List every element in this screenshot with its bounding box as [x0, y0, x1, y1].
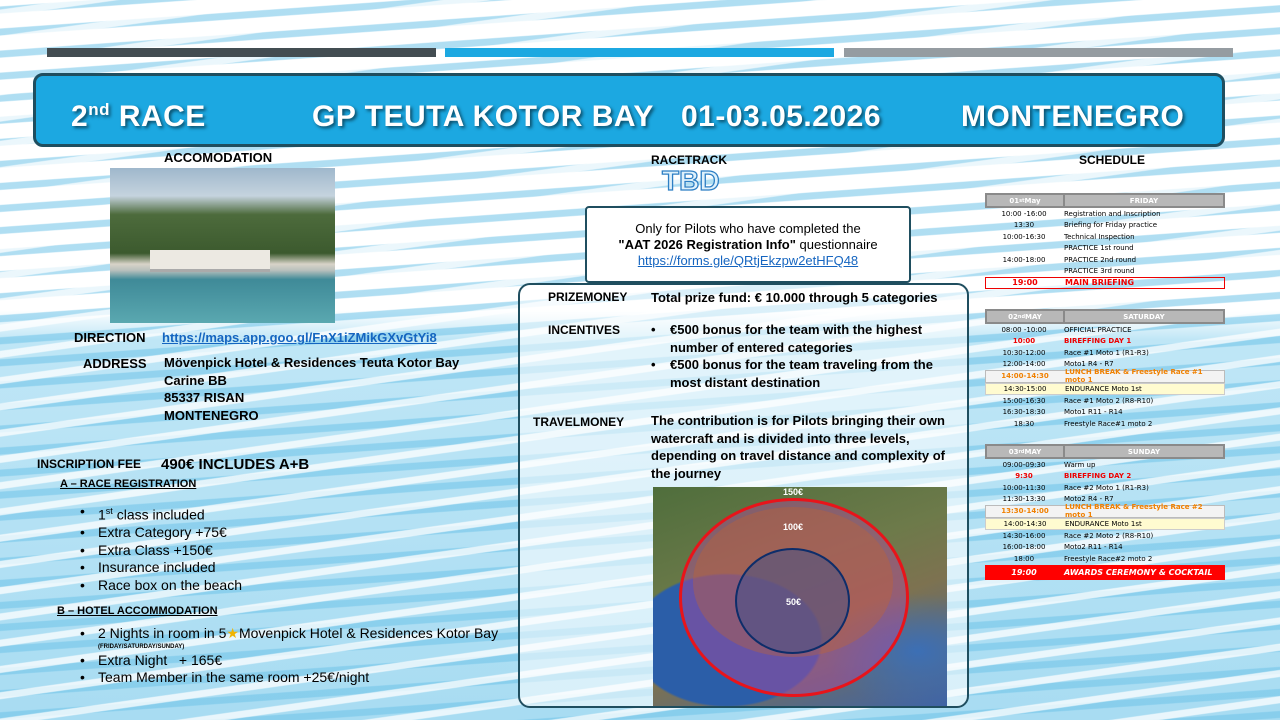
schedule-day-header: 01 st May FRIDAY [985, 193, 1225, 208]
event-dates: 01-03.05.2026 [681, 100, 882, 133]
title-banner [33, 73, 1225, 147]
hotel-list [80, 625, 520, 687]
event-country: MONTENEGRO [961, 100, 1185, 133]
schedule-time: 14:00-14:30 [1001, 372, 1049, 381]
map-label-100: 100€ [783, 522, 804, 532]
address-line: Mövenpick Hotel & Residences Teuta Kotor Bay [164, 355, 460, 370]
schedule-time: 10:00 -16:00 [1001, 209, 1047, 218]
schedule-event: Moto1 R11 - R14 [1064, 408, 1123, 417]
schedule-time: 11:30-13:30 [1002, 495, 1046, 504]
schedule-row [985, 324, 1225, 336]
race-registration-list [80, 503, 242, 594]
schedule-row [985, 565, 1225, 580]
schedule-time: 13:30-14:00 [1001, 507, 1049, 516]
schedule-row [985, 347, 1225, 359]
schedule-event: LUNCH BREAK & Freestyle Race #1 moto 1 [1065, 368, 1203, 385]
prize-text: Total prize fund: € 10.000 through 5 categories [651, 290, 938, 305]
schedule-row [985, 553, 1225, 565]
map-label-150: 150€ [783, 487, 804, 497]
schedule-day-header: 03 rd MAY SUNDAY [985, 444, 1225, 459]
incentives-label: INCENTIVES [548, 323, 621, 337]
schedule-time: 10:00-11:30 [1002, 483, 1046, 492]
prize-label: PRIZEMONEY [548, 290, 628, 304]
schedule-row [985, 370, 1225, 383]
list-item: • Insurance included [80, 559, 242, 577]
schedule-event: Briefing for Friday practice [1064, 221, 1158, 230]
schedule-row [985, 277, 1225, 289]
address-line: Carine BB [164, 372, 227, 388]
address-block [164, 354, 459, 424]
schedule-row [985, 518, 1225, 531]
schedule-row [985, 383, 1225, 396]
schedule-event: Race #1 Moto 1 (R1-R3) [1064, 348, 1149, 357]
schedule-event: Race #2 Moto 2 (R8-R10) [1064, 531, 1154, 540]
schedule-event: LUNCH BREAK & Freestyle Race #2 moto 1 [1065, 503, 1203, 520]
race-number: 2nd RACE [71, 100, 206, 133]
schedule-event: ENDURANCE Moto 1st [1065, 384, 1142, 393]
schedule-time: 14:30-15:00 [1003, 384, 1047, 393]
schedule-row [985, 407, 1225, 419]
direction-link[interactable]: https://maps.app.goo.gl/FnX1iZMikGXvGtYi8 [162, 330, 437, 345]
list-item: • Extra Category +75€ [80, 524, 242, 542]
schedule-row [985, 395, 1225, 407]
schedule-title: SCHEDULE [1079, 153, 1146, 167]
registration-link[interactable]: https://forms.gle/QRtjEkzpw2etHFQ48 [637, 253, 859, 268]
schedule-event: Moto2 R4 - R7 [1064, 495, 1114, 504]
schedule-day-friday [985, 193, 1225, 289]
schedule-time: 08:00 -10:00 [1001, 325, 1047, 334]
schedule-row [985, 530, 1225, 542]
schedule-event: Freestyle Race#1 moto 2 [1064, 419, 1153, 428]
list-item: • €500 bonus for the team with the highest number of entered categories [651, 321, 951, 356]
travel-label: TRAVELMONEY [533, 415, 625, 429]
racetrack-title: RACETRACK [651, 153, 727, 167]
schedule-event: PRACTICE 3rd round [1064, 267, 1135, 276]
schedule-row [985, 542, 1225, 554]
address-line: MONTENEGRO [164, 407, 259, 423]
accommodation-title: ACCOMODATION [164, 150, 273, 165]
race-registration-title: A – RACE REGISTRATION [60, 478, 197, 490]
schedule-event: Race #1 Moto 2 (R8-R10) [1064, 396, 1154, 405]
schedule-row [985, 505, 1225, 518]
schedule-row [985, 243, 1225, 255]
schedule-event: Registration and Inscription [1064, 209, 1161, 218]
direction-label: DIRECTION [74, 330, 146, 345]
list-item: • Team Member in the same room +25€/night [80, 669, 520, 687]
schedule-time: 15:00-16:30 [1002, 396, 1046, 405]
map-label-50: 50€ [786, 597, 802, 607]
schedule-row [985, 418, 1225, 430]
schedule-time: 18:30 [1013, 419, 1035, 428]
schedule-time: 14:30-16:00 [1002, 531, 1046, 540]
schedule-event: MAIN BRIEFING [1065, 278, 1135, 288]
schedule-event: PRACTICE 1st round [1064, 244, 1134, 253]
travel-map [653, 487, 947, 706]
nights-note: (FRIDAY/SATURDAY/SUNDAY) [98, 643, 185, 650]
schedule-row [985, 336, 1225, 348]
schedule-event: BIREFFING DAY 2 [1064, 472, 1132, 481]
schedule-time: 09:00-09:30 [1002, 460, 1046, 469]
fee-label: INSCRIPTION FEE [37, 457, 142, 471]
schedule-event: Race #2 Moto 1 (R1-R3) [1064, 483, 1149, 492]
schedule-time: 12:00-14:00 [1002, 360, 1046, 369]
schedule-day-sunday [985, 444, 1225, 580]
address-line: 85337 RISAN [164, 390, 245, 405]
schedule-event: Freestyle Race#2 moto 2 [1064, 554, 1153, 563]
schedule-row [985, 254, 1225, 266]
schedule-event: ENDURANCE Moto 1st [1065, 519, 1142, 528]
list-item: • 1st class included [80, 503, 242, 524]
registration-box [585, 206, 911, 283]
schedule-time: 13:30 [1013, 221, 1035, 230]
schedule-row [985, 208, 1225, 220]
schedule-time: 16:30-18:30 [1002, 408, 1046, 417]
hotel-accommodation-title: B – HOTEL ACCOMMODATION [57, 605, 218, 617]
list-item: • €500 bonus for the team traveling from the most distant destination [651, 356, 951, 391]
schedule-time: 18:00 [1013, 554, 1035, 563]
schedule-day-header: 02 nd MAY SATURDAY [985, 309, 1225, 324]
schedule-time: 16:00-18:00 [1002, 543, 1046, 552]
list-item: • Race box on the beach [80, 577, 242, 595]
schedule-row [985, 459, 1225, 471]
event-name: GP TEUTA KOTOR BAY [312, 100, 654, 133]
schedule-event: Warm up [1064, 460, 1096, 469]
schedule-event: PRACTICE 2nd round [1064, 255, 1137, 264]
schedule-time: 14:00-14:30 [1003, 519, 1047, 528]
address-label: ADDRESS [83, 356, 147, 371]
list-item: • Extra Night + 165€ [80, 652, 520, 670]
travel-text: The contribution is for Pilots bringing their own watercraft and is divided into three levels, depending on travel distance and complexity of the journey [651, 413, 945, 481]
racetrack-value: TBD [662, 165, 720, 196]
schedule-time: 9:30 [1015, 472, 1033, 481]
incentives-list [651, 321, 951, 391]
fee-value: 490€ INCLUDES A+B [161, 456, 310, 473]
schedule-event: AWARDS CEREMONY & COCKTAIL [1064, 567, 1213, 577]
schedule-time: 14:00-18:00 [1002, 255, 1046, 264]
schedule-time: 19:00 [1012, 278, 1038, 288]
schedule-row [985, 231, 1225, 243]
schedule-time: 19:00 [1011, 567, 1037, 577]
schedule-row [985, 220, 1225, 232]
star-icon: ★ [226, 625, 239, 641]
top-bar-gray [844, 48, 1233, 57]
list-item: • Extra Class +150€ [80, 542, 242, 560]
schedule-time: 10:00-16:30 [1002, 232, 1046, 241]
schedule-row [985, 482, 1225, 494]
registration-text: "AAT 2026 Registration Info" questionnaire [618, 237, 878, 252]
schedule-row [985, 266, 1225, 278]
hotel-photo [110, 168, 335, 323]
registration-text: Only for Pilots who have completed the [635, 221, 861, 236]
schedule-event: Moto2 R11 - R14 [1064, 543, 1123, 552]
top-bar-dark [47, 48, 436, 57]
top-bar-blue [445, 48, 834, 57]
schedule-time: 10:30-12:00 [1002, 348, 1046, 357]
schedule-time: 10:00 [1012, 337, 1036, 346]
list-item: • 2 Nights in room in 5★Movenpick Hotel & Residences Kotor Bay (FRIDAY/SATURDAY/SUNDAY) [80, 625, 520, 652]
schedule-event: OFFICIAL PRACTICE [1064, 325, 1132, 334]
schedule-event: BIREFFING DAY 1 [1064, 337, 1132, 346]
schedule-row [985, 471, 1225, 483]
schedule-event: Technical Inspection [1064, 232, 1135, 241]
schedule-day-saturday [985, 309, 1225, 430]
schedule-event: Moto1 R4 - R7 [1064, 360, 1114, 369]
